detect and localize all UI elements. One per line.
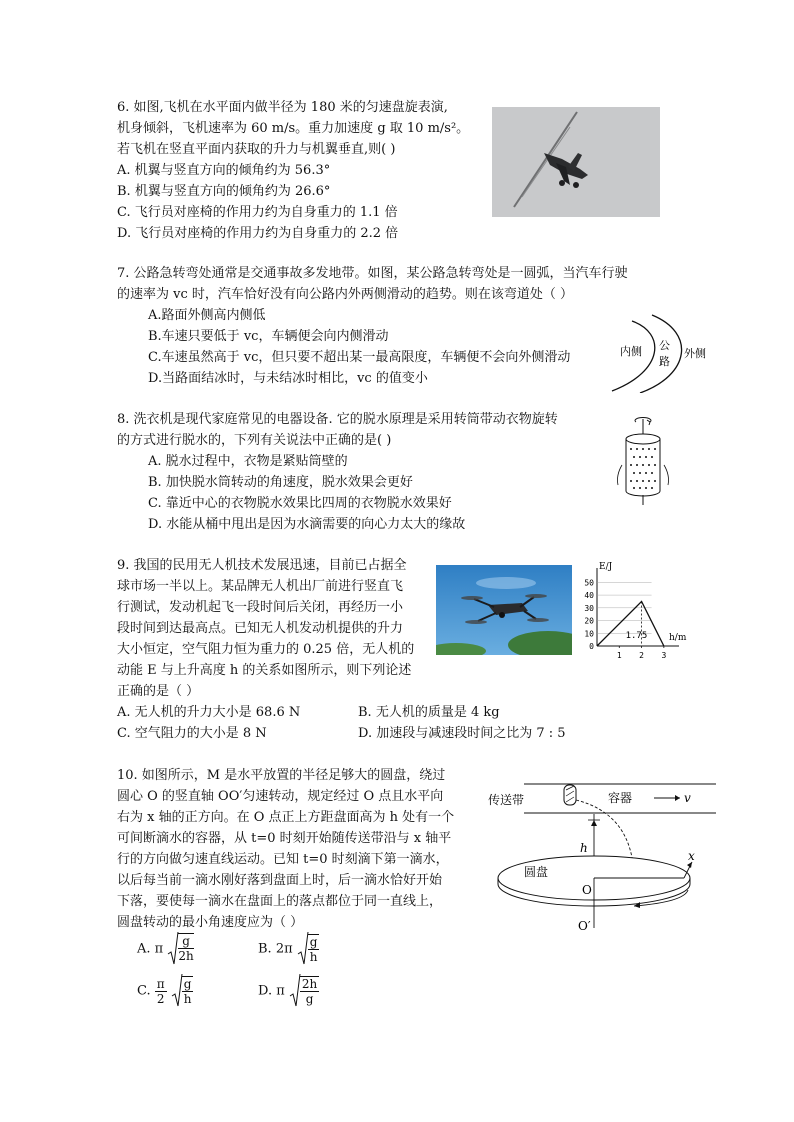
- q7-line: 7. 公路急转弯处通常是交通事故多发地带。如图，某公路急转弯处是一圆弧，当汽车行驶: [117, 266, 628, 281]
- coefficient-numerator: π: [156, 976, 165, 991]
- q8-line: 的方式进行脱水的，下列有关说法中正确的是( ): [117, 433, 392, 448]
- q9-option-b[interactable]: B. 无人机的质量是 4 kg: [358, 705, 500, 720]
- container-label: 容器: [608, 791, 633, 805]
- fraction-numerator: 2h: [301, 977, 318, 991]
- road-label: 路: [659, 355, 670, 368]
- q7-line: 的速率为 vc 时，汽车恰好没有向公路内外两侧滑动的趋势。则在该弯道处（ ）: [117, 287, 574, 302]
- outer-label: 外侧: [684, 347, 706, 360]
- chart-y-tick-label: 40: [584, 591, 594, 601]
- q8-option-b[interactable]: B. 加快脱水筒转动的角速度，脱水效果会更好: [148, 475, 413, 490]
- chart-x-tick-label: 1: [616, 651, 622, 660]
- q8-option-a[interactable]: A. 脱水过程中，衣物是紧贴筒壁的: [148, 454, 348, 469]
- disk-label: 圆盘: [524, 865, 549, 879]
- chart-x-label: h/m: [669, 633, 687, 643]
- fraction-denominator: g: [305, 992, 314, 1006]
- fraction-denominator: h: [309, 950, 318, 964]
- q9-line: 大小恒定，空气阻力恒为重力的 0.25 倍，无人机的: [117, 642, 415, 657]
- q6-line: 机身倾斜，飞机速率为 60 m/s。重力加速度 g 取 10 m/s²。: [117, 121, 470, 136]
- chart-annotation: 1.75: [625, 631, 648, 641]
- chart-y-label: E/J: [599, 562, 613, 572]
- q10-line: 可间断滴水的容器，从 t=0 时刻开始随传送带沿与 x 轴平: [117, 831, 452, 846]
- axis-bottom-label: O′: [578, 919, 591, 933]
- conveyor-disk-diagram: [484, 778, 720, 938]
- road-curve-diagram: [604, 313, 724, 393]
- chart-y-tick-label: 50: [584, 578, 594, 588]
- chart-y-tick-label: 0: [589, 642, 594, 651]
- chart-y-tick-label: 10: [584, 629, 594, 639]
- q6-line: 6. 如图,飞机在水平面内做半径为 180 米的匀速盘旋表演,: [117, 100, 448, 115]
- q9-option-c[interactable]: C. 空气阻力的大小是 8 N: [117, 726, 267, 741]
- fraction-numerator: g: [309, 935, 318, 949]
- q9-line: 行测试，发动机起飞一段时间后关闭，再经历一小: [117, 600, 404, 615]
- q6-option-a[interactable]: A. 机翼与竖直方向的倾角约为 56.3°: [117, 163, 331, 178]
- belt-label: 传送带: [488, 793, 525, 807]
- q10-option-d[interactable]: [258, 972, 319, 1010]
- chart-x-tick-label: 2: [639, 651, 644, 660]
- option-label: D. π: [258, 983, 285, 999]
- fraction-denominator: 2h: [178, 949, 194, 963]
- chart-x-tick-label: 3: [661, 651, 667, 660]
- option-label: A. π: [137, 941, 164, 957]
- q7-option-b[interactable]: B.车速只要低于 vc，车辆便会向内侧滑动: [148, 329, 389, 344]
- q7-option-d[interactable]: D.当路面结冰时，与未结冰时相比，vc 的值变小: [148, 371, 428, 386]
- drum-holes: [630, 448, 656, 489]
- x-axis-label: x: [688, 849, 695, 863]
- q9-line: 9. 我国的民用无人机技术发展迅速，目前已占据全: [117, 558, 407, 573]
- q10-option-c[interactable]: [137, 972, 193, 1010]
- q9-option-a[interactable]: A. 无人机的升力大小是 68.6 N: [117, 705, 301, 720]
- q9-line: 球市场一半以上。某品牌无人机出厂前进行竖直飞: [117, 579, 404, 594]
- aircraft-photo: [492, 107, 660, 217]
- drone-icon: [436, 565, 572, 655]
- q9-line: 动能 E 与上升高度 h 的关系如图所示，则下列论述: [117, 663, 412, 678]
- q10-line: 行的方向做匀速直线运动。已知 t=0 时刻滴下第一滴水，: [117, 852, 449, 867]
- q6-option-c[interactable]: C. 飞行员对座椅的作用力约为自身重力的 1.1 倍: [117, 205, 398, 220]
- q7-option-c[interactable]: C.车速虽然高于 vc，但只要不超出某一最高限度，车辆便不会向外侧滑动: [148, 350, 571, 365]
- q6-option-b[interactable]: B. 机翼与竖直方向的倾角约为 26.6°: [117, 184, 331, 199]
- q10-line: 以后每当前一滴水刚好落到盘面上时，后一滴水恰好开始: [117, 873, 443, 888]
- q10-line: 10. 如图所示，M 是水平放置的半径足够大的圆盘，绕过: [117, 768, 446, 783]
- aircraft-icon: [492, 107, 660, 217]
- q10-option-b[interactable]: [258, 930, 319, 968]
- spin-drum-diagram: [612, 415, 674, 507]
- fraction-denominator: h: [183, 992, 192, 1006]
- q10-line: 圆盘转动的最小角速度应为（ ）: [117, 915, 304, 930]
- height-label: h: [580, 841, 588, 855]
- q8-option-c[interactable]: C. 靠近中心的衣物脱水效果比四周的衣物脱水效果好: [148, 496, 452, 511]
- energy-height-chart: [575, 560, 693, 664]
- fraction-numerator: g: [183, 977, 192, 991]
- q10-line: 右为 x 轴的正方向。在 O 点正上方距盘面高为 h 处有一个: [117, 810, 455, 825]
- velocity-label: v: [684, 791, 691, 805]
- q10-line: 下落，要使每一滴水在盘面上的落点都位于同一直线上，: [117, 894, 443, 909]
- q9-line: 正确的是（ ）: [117, 684, 200, 699]
- fraction-numerator: g: [178, 934, 193, 949]
- q6-option-d[interactable]: D. 飞行员对座椅的作用力约为自身重力的 2.2 倍: [117, 226, 399, 241]
- q10-option-a[interactable]: [137, 930, 194, 968]
- q6-line: 若飞机在竖直平面内获取的升力与机翼垂直,则( ): [117, 142, 396, 157]
- outer-edge: [640, 315, 682, 393]
- q7-option-a[interactable]: A.路面外侧高内侧低: [148, 308, 266, 323]
- q10-line: 圆心 O 的竖直轴 OO′匀速转动，规定经过 O 点且水平向: [117, 789, 444, 804]
- coefficient-denominator: 2: [156, 991, 165, 1006]
- q9-line: 段时间到达最高点。已知无人机发动机提供的升力: [117, 621, 404, 636]
- option-label: C.: [137, 983, 151, 999]
- inner-label: 内侧: [620, 345, 642, 358]
- option-label: B. 2π: [258, 941, 293, 957]
- q8-option-d[interactable]: D. 水能从桶中甩出是因为水滴需要的向心力太大的缘故: [148, 517, 466, 532]
- q8-line: 8. 洗衣机是现代家庭常见的电器设备. 它的脱水原理是采用转筒带动衣物旋转: [117, 412, 558, 427]
- center-label: O: [582, 883, 592, 897]
- drone-photo: [436, 565, 572, 655]
- chart-y-tick-label: 30: [584, 603, 594, 613]
- chart-y-tick-label: 20: [584, 616, 594, 626]
- road-label: 公: [659, 339, 670, 352]
- q9-option-d[interactable]: D. 加速段与减速段时间之比为 7 : 5: [358, 726, 566, 741]
